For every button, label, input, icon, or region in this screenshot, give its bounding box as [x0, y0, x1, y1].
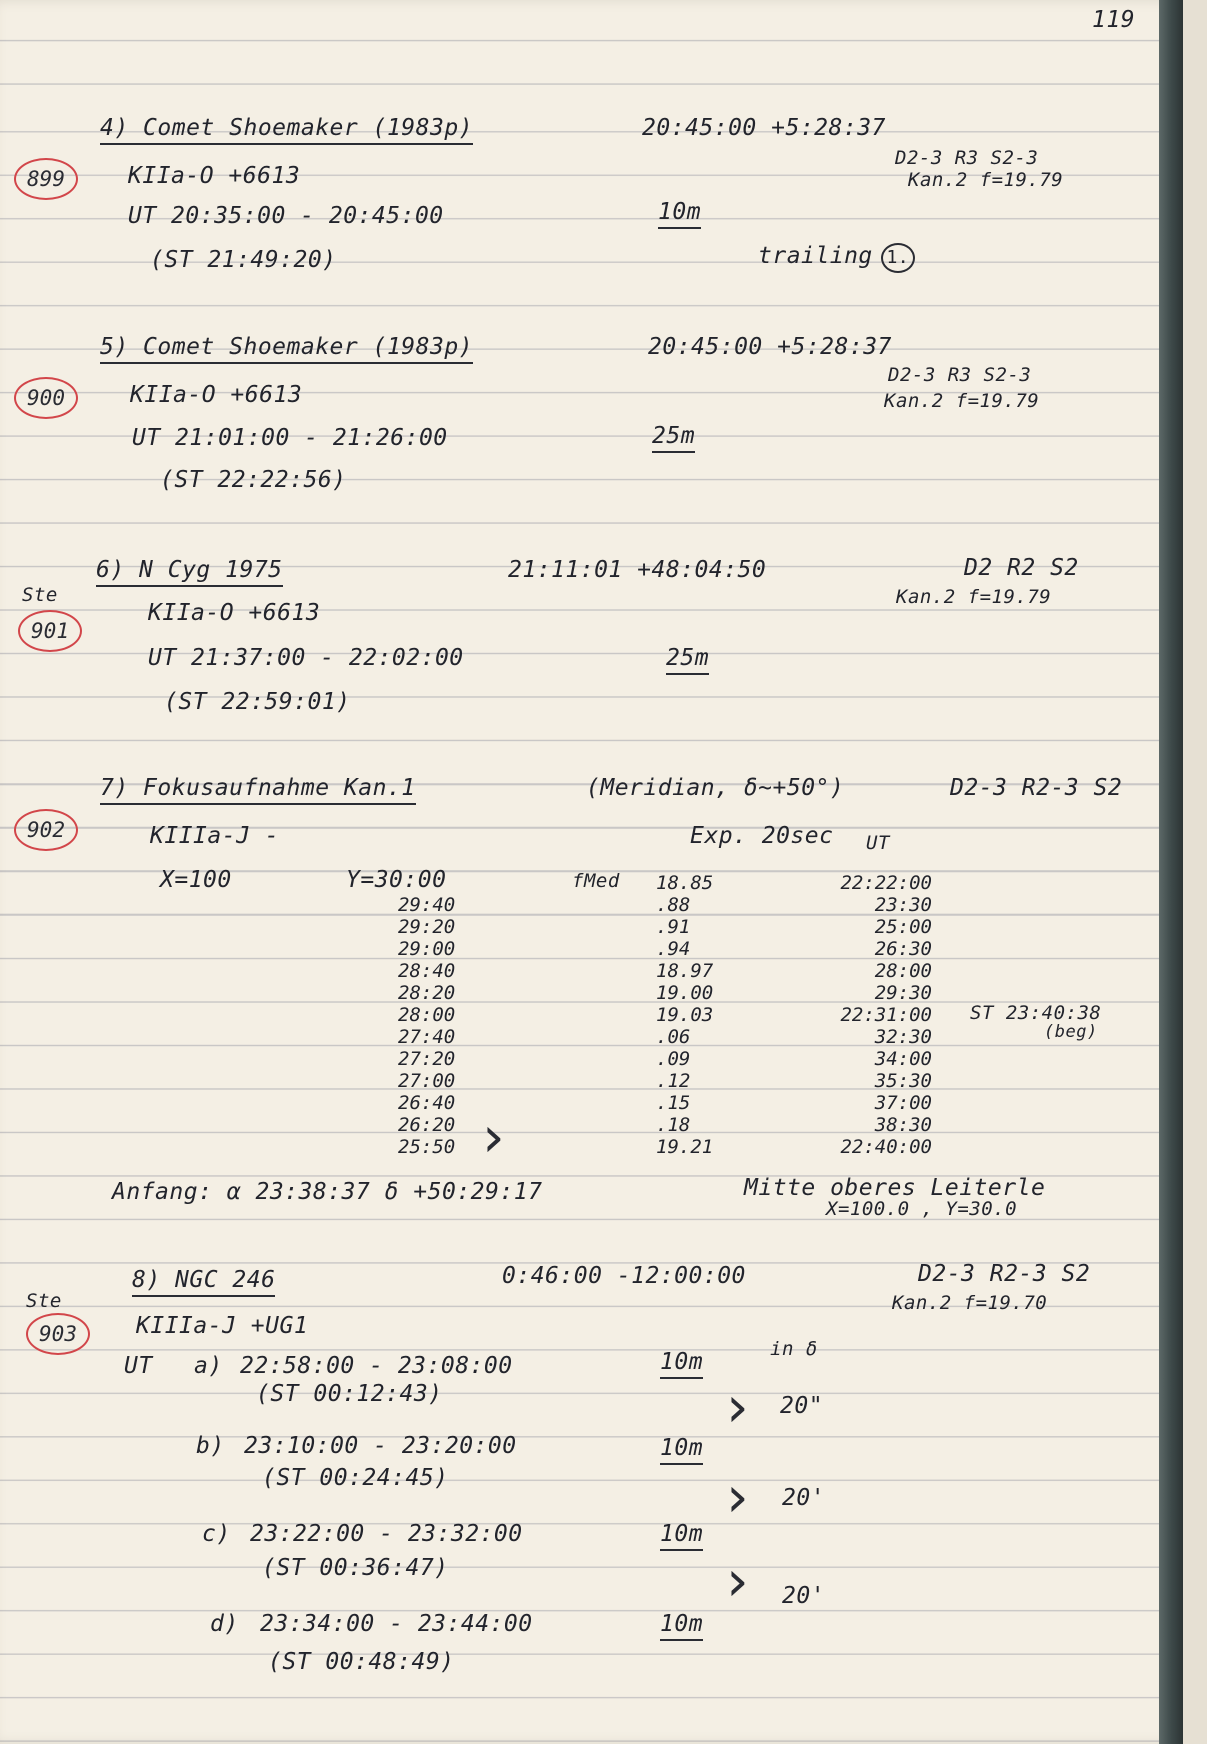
sidereal-time: (ST 22:59:01) [164, 689, 351, 715]
plate-number-badge: 899 [14, 158, 78, 200]
dither-offset: 20' [782, 1485, 826, 1511]
channel-focus: Kan.2 f=19.79 [908, 169, 1064, 191]
sub-exposure-time: 10m [660, 1520, 703, 1551]
sub-exposure-time: 10m [660, 1348, 703, 1379]
ut-value: 22:40:00 [840, 1136, 932, 1158]
channel-focus: Kan.2 f=19.70 [892, 1292, 1048, 1314]
sidereal-time: (ST 22:22:56) [160, 467, 347, 493]
ut-values-column [814, 872, 932, 1158]
ut-value: 38:30 [874, 1114, 932, 1136]
ut-value: 37:00 [874, 1092, 932, 1114]
sub-exposure-label: d) [210, 1611, 239, 1637]
sub-exposure-st: (ST 00:24:45) [262, 1465, 449, 1491]
ut-value: 29:30 [874, 982, 932, 1004]
y-value: 26:20 [398, 1114, 456, 1136]
sub-exposure-time: 10m [660, 1434, 703, 1465]
sidereal-time: (ST 21:49:20) [150, 247, 337, 273]
ut-label: UT [124, 1353, 153, 1379]
y-value: 29:00 [398, 938, 456, 960]
plate-spec: KIIa-O +6613 [128, 163, 301, 189]
channel-focus: Kan.2 f=19.79 [884, 390, 1040, 412]
sub-exposure-time: 10m [660, 1610, 703, 1641]
ut-range: UT 20:35:00 - 20:45:00 [128, 203, 444, 229]
ut-value: 26:30 [874, 938, 932, 960]
y-values-column [398, 894, 455, 1158]
y-value: 29:20 [398, 916, 456, 938]
sub-exposure-st: (ST 00:12:43) [256, 1381, 443, 1407]
sub-exposure-range: 23:10:00 - 23:20:00 [244, 1433, 517, 1459]
ut-range: UT 21:01:00 - 21:26:00 [132, 425, 448, 451]
plate-spec: KIIa-O +6613 [148, 600, 321, 626]
focus-value: .09 [656, 1048, 691, 1070]
detector-settings: D2-3 R3 S2-3 [888, 364, 1032, 386]
sub-exposure-st: (ST 00:36:47) [262, 1555, 449, 1581]
xy-position: X=100.0 , Y=30.0 [826, 1198, 1018, 1220]
ut-value: 22:22:00 [840, 872, 932, 894]
page-number: 119 [1092, 7, 1136, 33]
focus-value: .88 [656, 894, 691, 916]
detector-settings: D2-3 R2-3 S2 [950, 775, 1123, 801]
y-value: 25:50 [398, 1136, 456, 1158]
sub-exposure-st: (ST 00:48:49) [268, 1649, 455, 1675]
sub-exposure-label: c) [202, 1521, 231, 1547]
entry-heading: 6) N Cyg 1975 [96, 556, 283, 587]
dither-offset: 20" [780, 1393, 824, 1419]
dither-offset: 20' [782, 1583, 826, 1609]
plate-number-badge: 902 [14, 809, 78, 851]
entry-heading: 7) Fokusaufnahme Kan.1 [100, 774, 416, 805]
plate-spec: KIIIa-J - [150, 823, 280, 849]
plate-number-badge: 903 [26, 1313, 90, 1355]
sub-exposure-label: b) [196, 1433, 225, 1459]
offset-bracket: › [720, 1465, 754, 1530]
f-med-label: fMed [572, 870, 620, 892]
focus-value: .94 [656, 938, 691, 960]
sub-exposure-range: 22:58:00 - 23:08:00 [240, 1353, 513, 1379]
exposure-time: 25m [666, 644, 709, 675]
detector-settings: D2 R2 S2 [964, 555, 1079, 581]
anfang-line: Anfang: α 23:38:37 δ +50:29:17 [112, 1179, 543, 1205]
focus-value: .18 [656, 1114, 691, 1136]
y-value: 27:20 [398, 1048, 456, 1070]
focus-value: 18.85 [656, 872, 714, 894]
entry-coordinates: 20:45:00 +5:28:37 [648, 334, 892, 360]
offset-bracket: › [720, 1375, 754, 1440]
focus-value: 18.97 [656, 960, 714, 982]
ut-range: UT 21:37:00 - 22:02:00 [148, 645, 464, 671]
trailing-note: trailing 1. [758, 242, 915, 273]
focus-value: 19.03 [656, 1004, 714, 1026]
st-note-begin: (beg) [1044, 1022, 1098, 1042]
in-delta-note: in δ [770, 1338, 818, 1360]
exposure-time: 25m [652, 422, 695, 453]
exposure-time: Exp. 20sec [690, 823, 834, 849]
focus-value: 19.21 [656, 1136, 714, 1158]
y-value: 29:40 [398, 894, 456, 916]
entry-heading: 5) Comet Shoemaker (1983p) [100, 333, 473, 364]
note-mark: 1. [881, 243, 915, 273]
y-value: 27:40 [398, 1026, 456, 1048]
mitte-note: Mitte oberes Leiterle [744, 1175, 1046, 1201]
y-value: 28:20 [398, 982, 456, 1004]
ut-value: 28:00 [874, 960, 932, 982]
offset-bracket: › [720, 1549, 754, 1614]
focus-value: .15 [656, 1092, 691, 1114]
y-start: Y=30:00 [346, 867, 447, 893]
plate-number-badge: 900 [14, 377, 78, 419]
focus-values-column [656, 872, 713, 1158]
ste-mark: Ste [26, 1290, 62, 1312]
notebook-binding-edge [1159, 0, 1183, 1744]
ste-mark: Ste [22, 584, 58, 606]
focus-value: .91 [656, 916, 691, 938]
ut-column-header: UT [866, 832, 890, 854]
channel-focus: Kan.2 f=19.79 [896, 586, 1052, 608]
detector-settings: D2-3 R2-3 S2 [918, 1261, 1091, 1287]
exposure-time: 10m [658, 198, 701, 229]
st-note: ST 23:40:38 [970, 1002, 1102, 1024]
entry-coordinates: 21:11:01 +48:04:50 [508, 557, 767, 583]
y-value: 28:40 [398, 960, 456, 982]
detector-settings: D2-3 R3 S2-3 [895, 147, 1039, 169]
sub-exposure-range: 23:22:00 - 23:32:00 [250, 1521, 523, 1547]
focus-value: .06 [656, 1026, 691, 1048]
entry-coordinates: 0:46:00 -12:00:00 [502, 1263, 746, 1289]
ut-value: 23:30 [874, 894, 932, 916]
entry-coordinates: 20:45:00 +5:28:37 [642, 115, 886, 141]
y-value: 26:40 [398, 1092, 456, 1114]
focus-value: 19.00 [656, 982, 714, 1004]
plate-spec: KIIIa-J +UG1 [136, 1313, 309, 1339]
plate-number-badge: 901 [18, 610, 82, 652]
entry-heading: 8) NGC 246 [132, 1266, 275, 1297]
entry-heading: 4) Comet Shoemaker (1983p) [100, 114, 473, 145]
ut-value: 35:30 [874, 1070, 932, 1092]
ut-value: 22:31:00 [840, 1004, 932, 1026]
meridian-note: (Meridian, δ~+50°) [586, 775, 845, 801]
ut-value: 32:30 [874, 1026, 932, 1048]
y-value: 28:00 [398, 1004, 456, 1026]
bracket-mark: › [476, 1105, 510, 1170]
y-value: 27:00 [398, 1070, 456, 1092]
x-position: X=100 [160, 867, 232, 893]
focus-value: .12 [656, 1070, 691, 1092]
sub-exposure-label: a) [194, 1353, 223, 1379]
ut-value: 34:00 [874, 1048, 932, 1070]
plate-spec: KIIa-O +6613 [130, 382, 303, 408]
sub-exposure-range: 23:34:00 - 23:44:00 [260, 1611, 533, 1637]
ut-value: 25:00 [874, 916, 932, 938]
